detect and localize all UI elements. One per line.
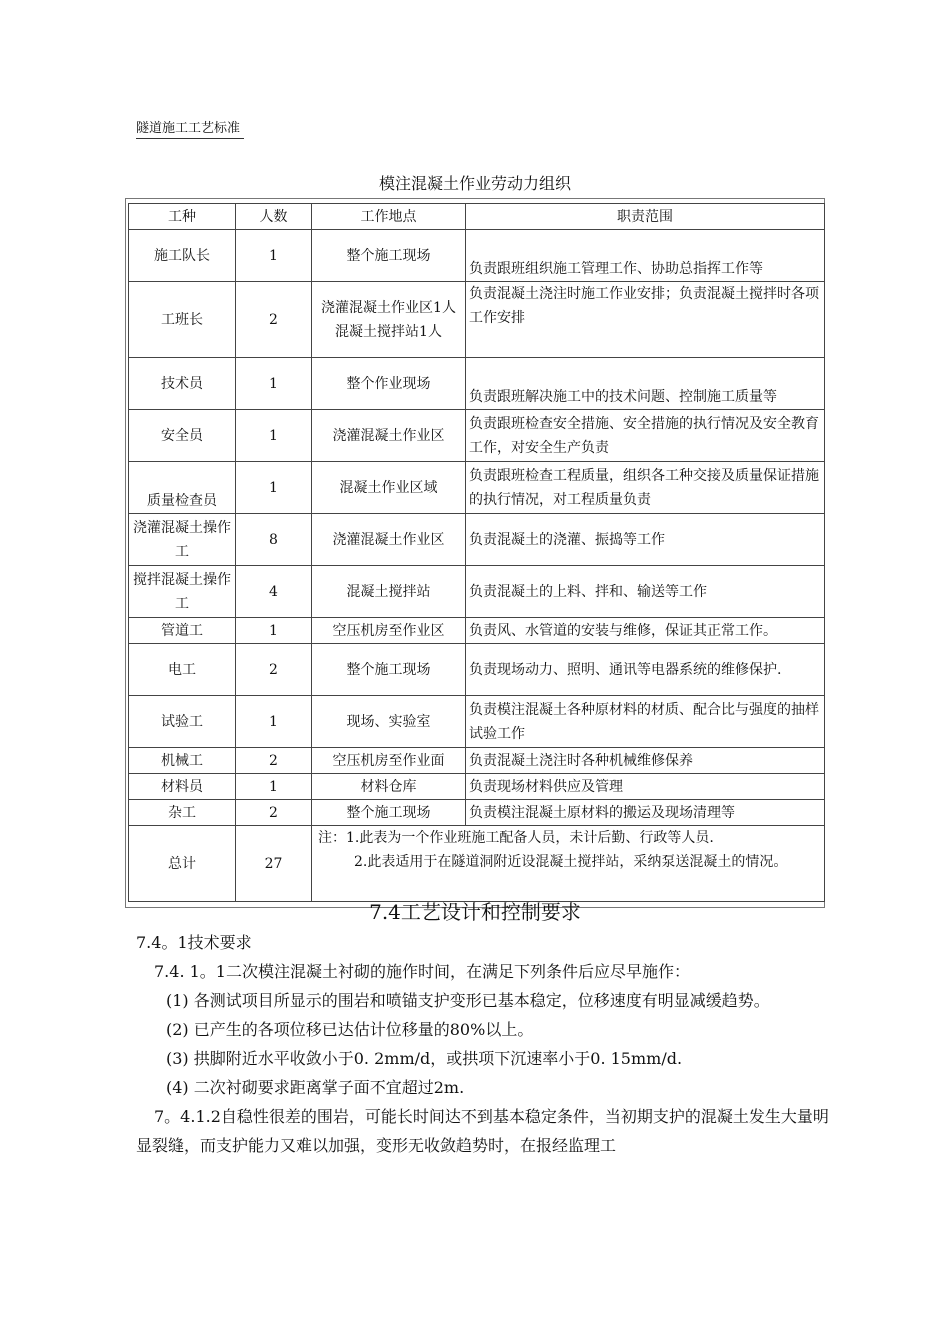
duty-cell: 负责现场材料供应及管理 (466, 774, 825, 800)
count-cell: 8 (236, 514, 312, 566)
location-cell: 混凝土搅拌站 (312, 566, 466, 618)
section-title: 7.4工艺设计和控制要求 (369, 900, 581, 924)
location-cell: 材料仓库 (312, 774, 466, 800)
role-cell: 管道工 (129, 618, 236, 644)
count-cell: 1 (236, 230, 312, 282)
table-note-line-2: 2.此表适用于在隧道洞附近设混凝土搅拌站，采纳泵送混凝土的情况。 (354, 854, 788, 870)
table-row (129, 774, 825, 800)
role-cell: 施工队长 (129, 230, 236, 282)
table-row (129, 618, 825, 644)
location-cell: 混凝土作业区域 (312, 462, 466, 514)
table-row (129, 696, 825, 748)
role-cell: 搅拌混凝土操作工 (129, 566, 236, 618)
role-cell: 安全员 (129, 410, 236, 462)
role-cell: 工班长 (129, 282, 236, 358)
count-cell: 2 (236, 800, 312, 826)
location-cell: 整个施工现场 (312, 644, 466, 696)
section-body (136, 928, 836, 1160)
location-cell: 空压机房至作业面 (312, 748, 466, 774)
table-row (129, 410, 825, 462)
list-item: (4) 二次衬砌要求距离掌子面不宜超过2m. (166, 1078, 465, 1097)
labor-organization-table (128, 203, 825, 902)
table-row (129, 800, 825, 826)
header-cell: 人数 (236, 204, 312, 230)
list-item: (1) 各测试项目所显示的围岩和喷锚支护变形已基本稳定，位移速度有明显减缓趋势。 (166, 991, 770, 1010)
duty-cell: 负责风、水管道的安装与维修，保证其正常工作。 (466, 618, 825, 644)
count-cell: 1 (236, 410, 312, 462)
location-cell: 整个作业现场 (312, 358, 466, 410)
duty-cell: 负责混凝土的浇灌、振捣等工作 (466, 514, 825, 566)
duty-cell: 负责模注混凝土原材料的搬运及现场清理等 (466, 800, 825, 826)
location-cell: 浇灌混凝土作业区 (312, 410, 466, 462)
table-row (129, 514, 825, 566)
role-cell: 浇灌混凝土操作工 (129, 514, 236, 566)
header-cell: 工作地点 (312, 204, 466, 230)
role-cell: 材料员 (129, 774, 236, 800)
page-header: 隧道施工工艺标准 (136, 120, 244, 139)
table-row (129, 644, 825, 696)
location-cell: 浇灌混凝土作业区1人 混凝土搅拌站1人 (312, 282, 466, 358)
duty-cell: 负责跟班解决施工中的技术问题、控制施工质量等 (466, 358, 825, 410)
count-cell: 2 (236, 644, 312, 696)
subsection-heading: 7.4。1技术要求 (136, 933, 252, 952)
duty-cell: 负责混凝土浇注时施工作业安排；负责混凝土搅拌时各项工作安排 (466, 282, 825, 358)
paragraph-7-4-1-1: 7.4. 1。1二次模注混凝土衬砌的施作时间，在满足下列条件后应尽早施作： (154, 962, 690, 981)
count-cell: 2 (236, 282, 312, 358)
total-label-cell: 总计 (129, 826, 236, 902)
count-cell: 1 (236, 358, 312, 410)
table-row (129, 230, 825, 282)
duty-cell: 负责混凝土的上料、拌和、输送等工作 (466, 566, 825, 618)
role-cell: 杂工 (129, 800, 236, 826)
table-header-row (129, 204, 825, 230)
table-row (129, 358, 825, 410)
count-cell: 1 (236, 774, 312, 800)
duty-cell: 负责跟班检查工程质量，组织各工种交接及质量保证措施的执行情况，对工程质量负责 (466, 462, 825, 514)
table-note-cell (312, 826, 825, 902)
count-cell: 1 (236, 696, 312, 748)
list-item: (2) 已产生的各项位移已达估计位移量的80%以上。 (166, 1020, 534, 1039)
table-row (129, 282, 825, 358)
location-cell: 现场、实验室 (312, 696, 466, 748)
role-cell: 试验工 (129, 696, 236, 748)
table-row (129, 566, 825, 618)
duty-cell: 负责跟班检查安全措施、安全措施的执行情况及安全教育工作，对安全生产负责 (466, 410, 825, 462)
location-cell: 空压机房至作业区 (312, 618, 466, 644)
table-row (129, 462, 825, 514)
labor-table-frame (125, 198, 825, 908)
role-cell: 质量检查员 (129, 462, 236, 514)
header-cell: 职责范围 (466, 204, 825, 230)
role-cell: 电工 (129, 644, 236, 696)
role-cell: 技术员 (129, 358, 236, 410)
location-cell: 整个施工现场 (312, 230, 466, 282)
count-cell: 1 (236, 618, 312, 644)
list-item: (3) 拱脚附近水平收敛小于0. 2mm/d，或拱项下沉速率小于0. 15mm/d. (166, 1049, 683, 1068)
duty-cell: 负责现场动力、照明、通讯等电器系统的维修保护. (466, 644, 825, 696)
table-title: 模注混凝土作业劳动力组织 (378, 174, 571, 193)
table-row (129, 748, 825, 774)
header-cell: 工种 (129, 204, 236, 230)
duty-cell: 负责模注混凝土各种原材料的材质、配合比与强度的抽样试验工作 (466, 696, 825, 748)
table-note-line-1: 注：1.此表为一个作业班施工配备人员，未计后勤、行政等人员. (318, 830, 714, 846)
count-cell: 4 (236, 566, 312, 618)
location-cell: 整个施工现场 (312, 800, 466, 826)
table-total-row (129, 826, 825, 902)
role-cell: 机械工 (129, 748, 236, 774)
duty-cell: 负责混凝土浇注时各种机械维修保养 (466, 748, 825, 774)
paragraph-7-4-1-2: 7。4.1.2自稳性很差的围岩，可能长时间达不到基本稳定条件，当初期支护的混凝土发生大量明显裂缝，而支护能力又难以加强，变形无收敛趋势时，在报经监理工 (136, 1107, 829, 1155)
count-cell: 1 (236, 462, 312, 514)
duty-cell: 负责跟班组织施工管理工作、协助总指挥工作等 (466, 230, 825, 282)
total-count-cell: 27 (236, 826, 312, 902)
location-cell: 浇灌混凝土作业区 (312, 514, 466, 566)
count-cell: 2 (236, 748, 312, 774)
